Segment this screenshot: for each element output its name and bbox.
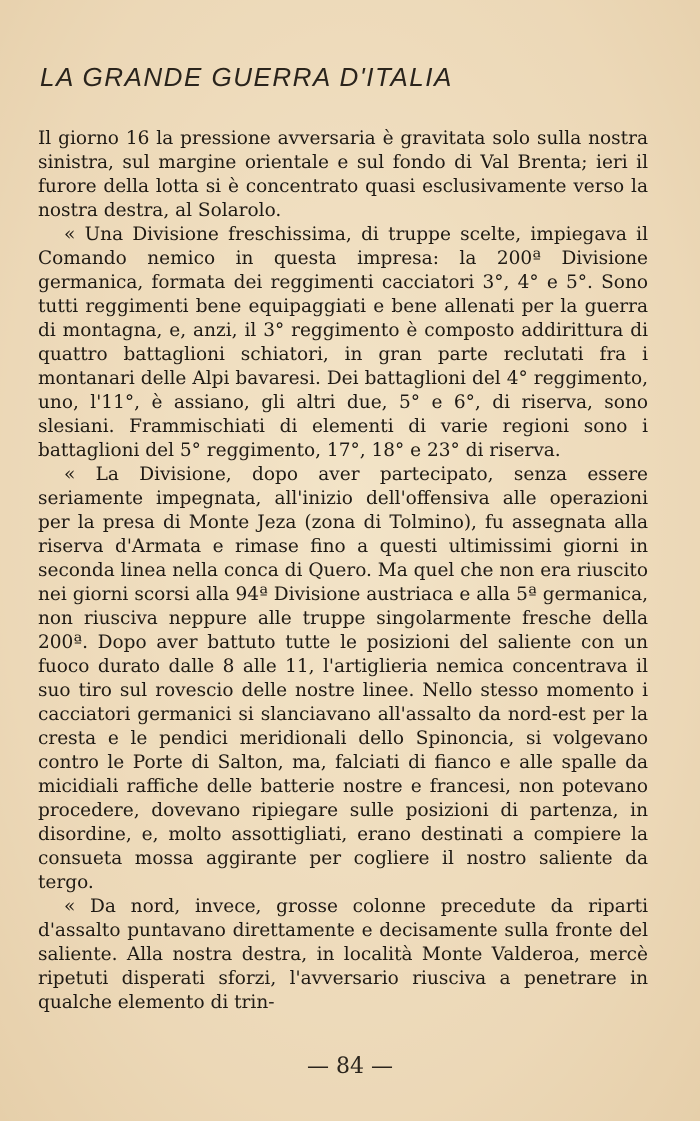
paragraph: « La Divisione, dopo aver partecipato, senza essere seriamente impegnata, all'inizio dell'offensiva alle operazioni per la presa di Monte Jeza (zona di Tolmino), fu assegnata alla riserva d'Armata e rimase fino a questi ultimissimi giorni in seconda linea nella conca di Quero. Ma quel che non era riuscito nei giorni scorsi alla 94ª Divisione austriaca e alla 5ª germanica, non riusciva neppure alle truppe singolarmente fresche della 200ª. Dopo aver battuto tutte le posizioni del saliente con un fuoco durato dalle 8 alle 11, l'artiglieria nemica concentrava il suo tiro sul rovescio delle nostre linee. Nello stesso momento i cacciatori germanici si slanciavano all'assalto da nord-est per la cresta e le pendici meridionali dello Spinoncia, si volgevano contro le Porte di Salton, ma, falciati di fianco e alle spalle da micidiali raffiche delle batterie nostre e francesi, non potevano procedere, dovevano ripiegare sulle posizioni di partenza, in disordine, e, molto assottigliati, erano destinati a compiere la consueta mossa aggirante per cogliere il nostro saliente da tergo.	[38, 464, 648, 893]
paragraph: « Da nord, invece, grosse colonne precedute da riparti d'assalto puntavano direttamente e decisamente sulla fronte del saliente. Alla nostra destra, in località Monte Valderoa, mercè ripetuti disperati sforzi, l'avversario riusciva a penetrare in qualche elemento di trin-	[38, 896, 648, 1013]
paragraph: « Una Divisione freschissima, di truppe scelte, impiegava il Comando nemico in questa impresa: la 200ª Divisione germanica, formata dei reggimenti cacciatori 3°, 4° e 5°. Sono tutti reggimenti bene equipaggiati e bene allenati per la guerra di montagna, e, anzi, il 3° reggimento è composto addirittura di quattro battaglioni schiatori, in gran parte reclutati fra i montanari delle Alpi bavaresi. Dei battaglioni del 4° reggimento, uno, l'11°, è assiano, gli altri due, 5° e 6°, di riserva, sono slesiani. Frammischiati di elementi di varie regioni sono i battaglioni del 5° reggimento, 17°, 18° e 23° di riserva.	[38, 224, 648, 461]
running-title: LA GRANDE GUERRA D'ITALIA	[40, 62, 453, 92]
body-text	[38, 127, 648, 1015]
paragraph: Il giorno 16 la pressione avversaria è gravitata solo sulla nostra sinistra, sul margine orientale e sul fondo di Val Brenta; ieri il furore della lotta si è concentrato quasi esclusivamente verso la nostra destra, al Solarolo.	[38, 128, 648, 221]
page-number: — 84 —	[307, 1054, 393, 1079]
book-page	[38, 62, 648, 1015]
